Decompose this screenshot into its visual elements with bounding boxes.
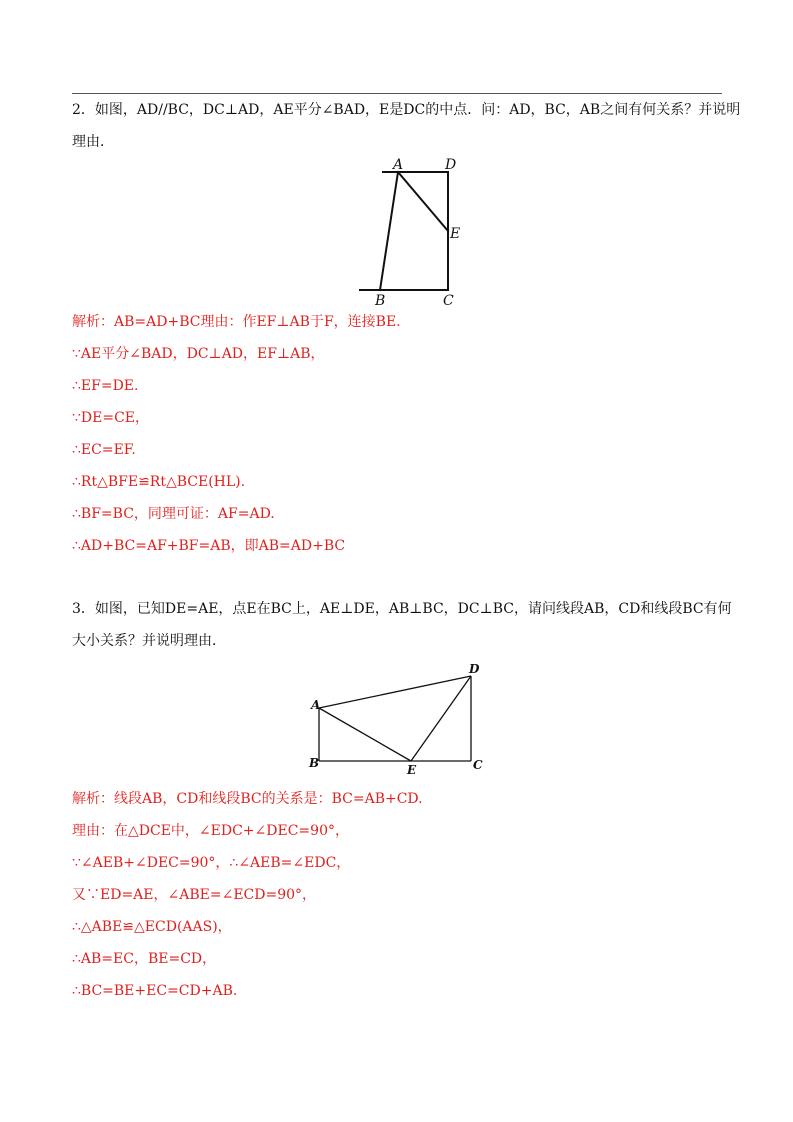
header-rule: [72, 93, 722, 94]
label-e: E: [407, 763, 417, 777]
problem2-solution-line2: ∵AE平分∠BAD，DC⊥AD，EF⊥AB，: [72, 346, 325, 362]
problem3-solution-line4: 又∵ED=AE，∠ABE=∠ECD=90°，: [72, 887, 317, 903]
problem3-solution-line7: ∴BC=BE+EC=CD+AB.: [72, 983, 238, 999]
label-a: A: [393, 157, 404, 173]
problem2-solution-line7: ∴BF=BC，同理可证：AF=AD.: [72, 506, 275, 522]
problem3-solution-line5: ∴△ABE≌△ECD(AAS)，: [72, 919, 232, 935]
problem3-solution-line2: 理由：在△DCE中，∠EDC+∠DEC=90°，: [72, 823, 349, 839]
label-d: D: [469, 662, 480, 676]
segment-ae: [319, 708, 411, 761]
problem3-solution-line3: ∵∠AEB+∠DEC=90°，∴∠AEB=∠EDC，: [72, 855, 351, 871]
problem3-question-line1: 3．如图，已知DE=AE，点E在BC上，AE⊥DE，AB⊥BC，DC⊥BC，请问线段AB，CD和线段BC有何: [72, 601, 732, 617]
label-c: C: [473, 758, 483, 772]
label-a: A: [311, 698, 321, 712]
label-e: E: [450, 226, 461, 242]
problem3-solution-line6: ∴AB=EC，BE=CD，: [72, 951, 217, 967]
problem2-solution-line6: ∴Rt△BFE≌Rt△BCE(HL).: [72, 474, 246, 490]
segment-de: [411, 676, 471, 761]
label-b: B: [309, 756, 320, 770]
problem2-solution-line4: ∵DE=CE，: [72, 410, 150, 426]
label-d: D: [445, 157, 457, 173]
segment-ad: [319, 676, 471, 708]
segment-ab: [380, 172, 398, 290]
problem3-question-line2: 大小关系？并说明理由．: [72, 633, 226, 649]
problem2-question-line1: 2．如图，AD//BC，DC⊥AD，AE平分∠BAD，E是DC的中点．问：AD，BC，AB之间有何关系？并说明: [72, 102, 741, 118]
problem2-question-line2: 理由．: [72, 134, 114, 150]
problem2-solution-line3: ∴EF=DE.: [72, 378, 139, 394]
label-b: B: [375, 293, 386, 309]
problem3-figure: [305, 660, 490, 780]
problem2-solution-line8: ∴AD+BC=AF+BF=AB，即AB=AD+BC: [72, 538, 346, 554]
problem2-figure: [355, 152, 475, 312]
segment-ae: [398, 172, 448, 231]
problem2-solution-line5: ∴EC=EF.: [72, 442, 136, 458]
label-c: C: [443, 293, 454, 309]
problem3-solution-line1: 解析：线段AB，CD和线段BC的关系是：BC=AB+CD.: [72, 791, 423, 807]
problem2-solution-line1: 解析：AB=AD+BC理由：作EF⊥AB于F，连接BE.: [72, 314, 401, 330]
